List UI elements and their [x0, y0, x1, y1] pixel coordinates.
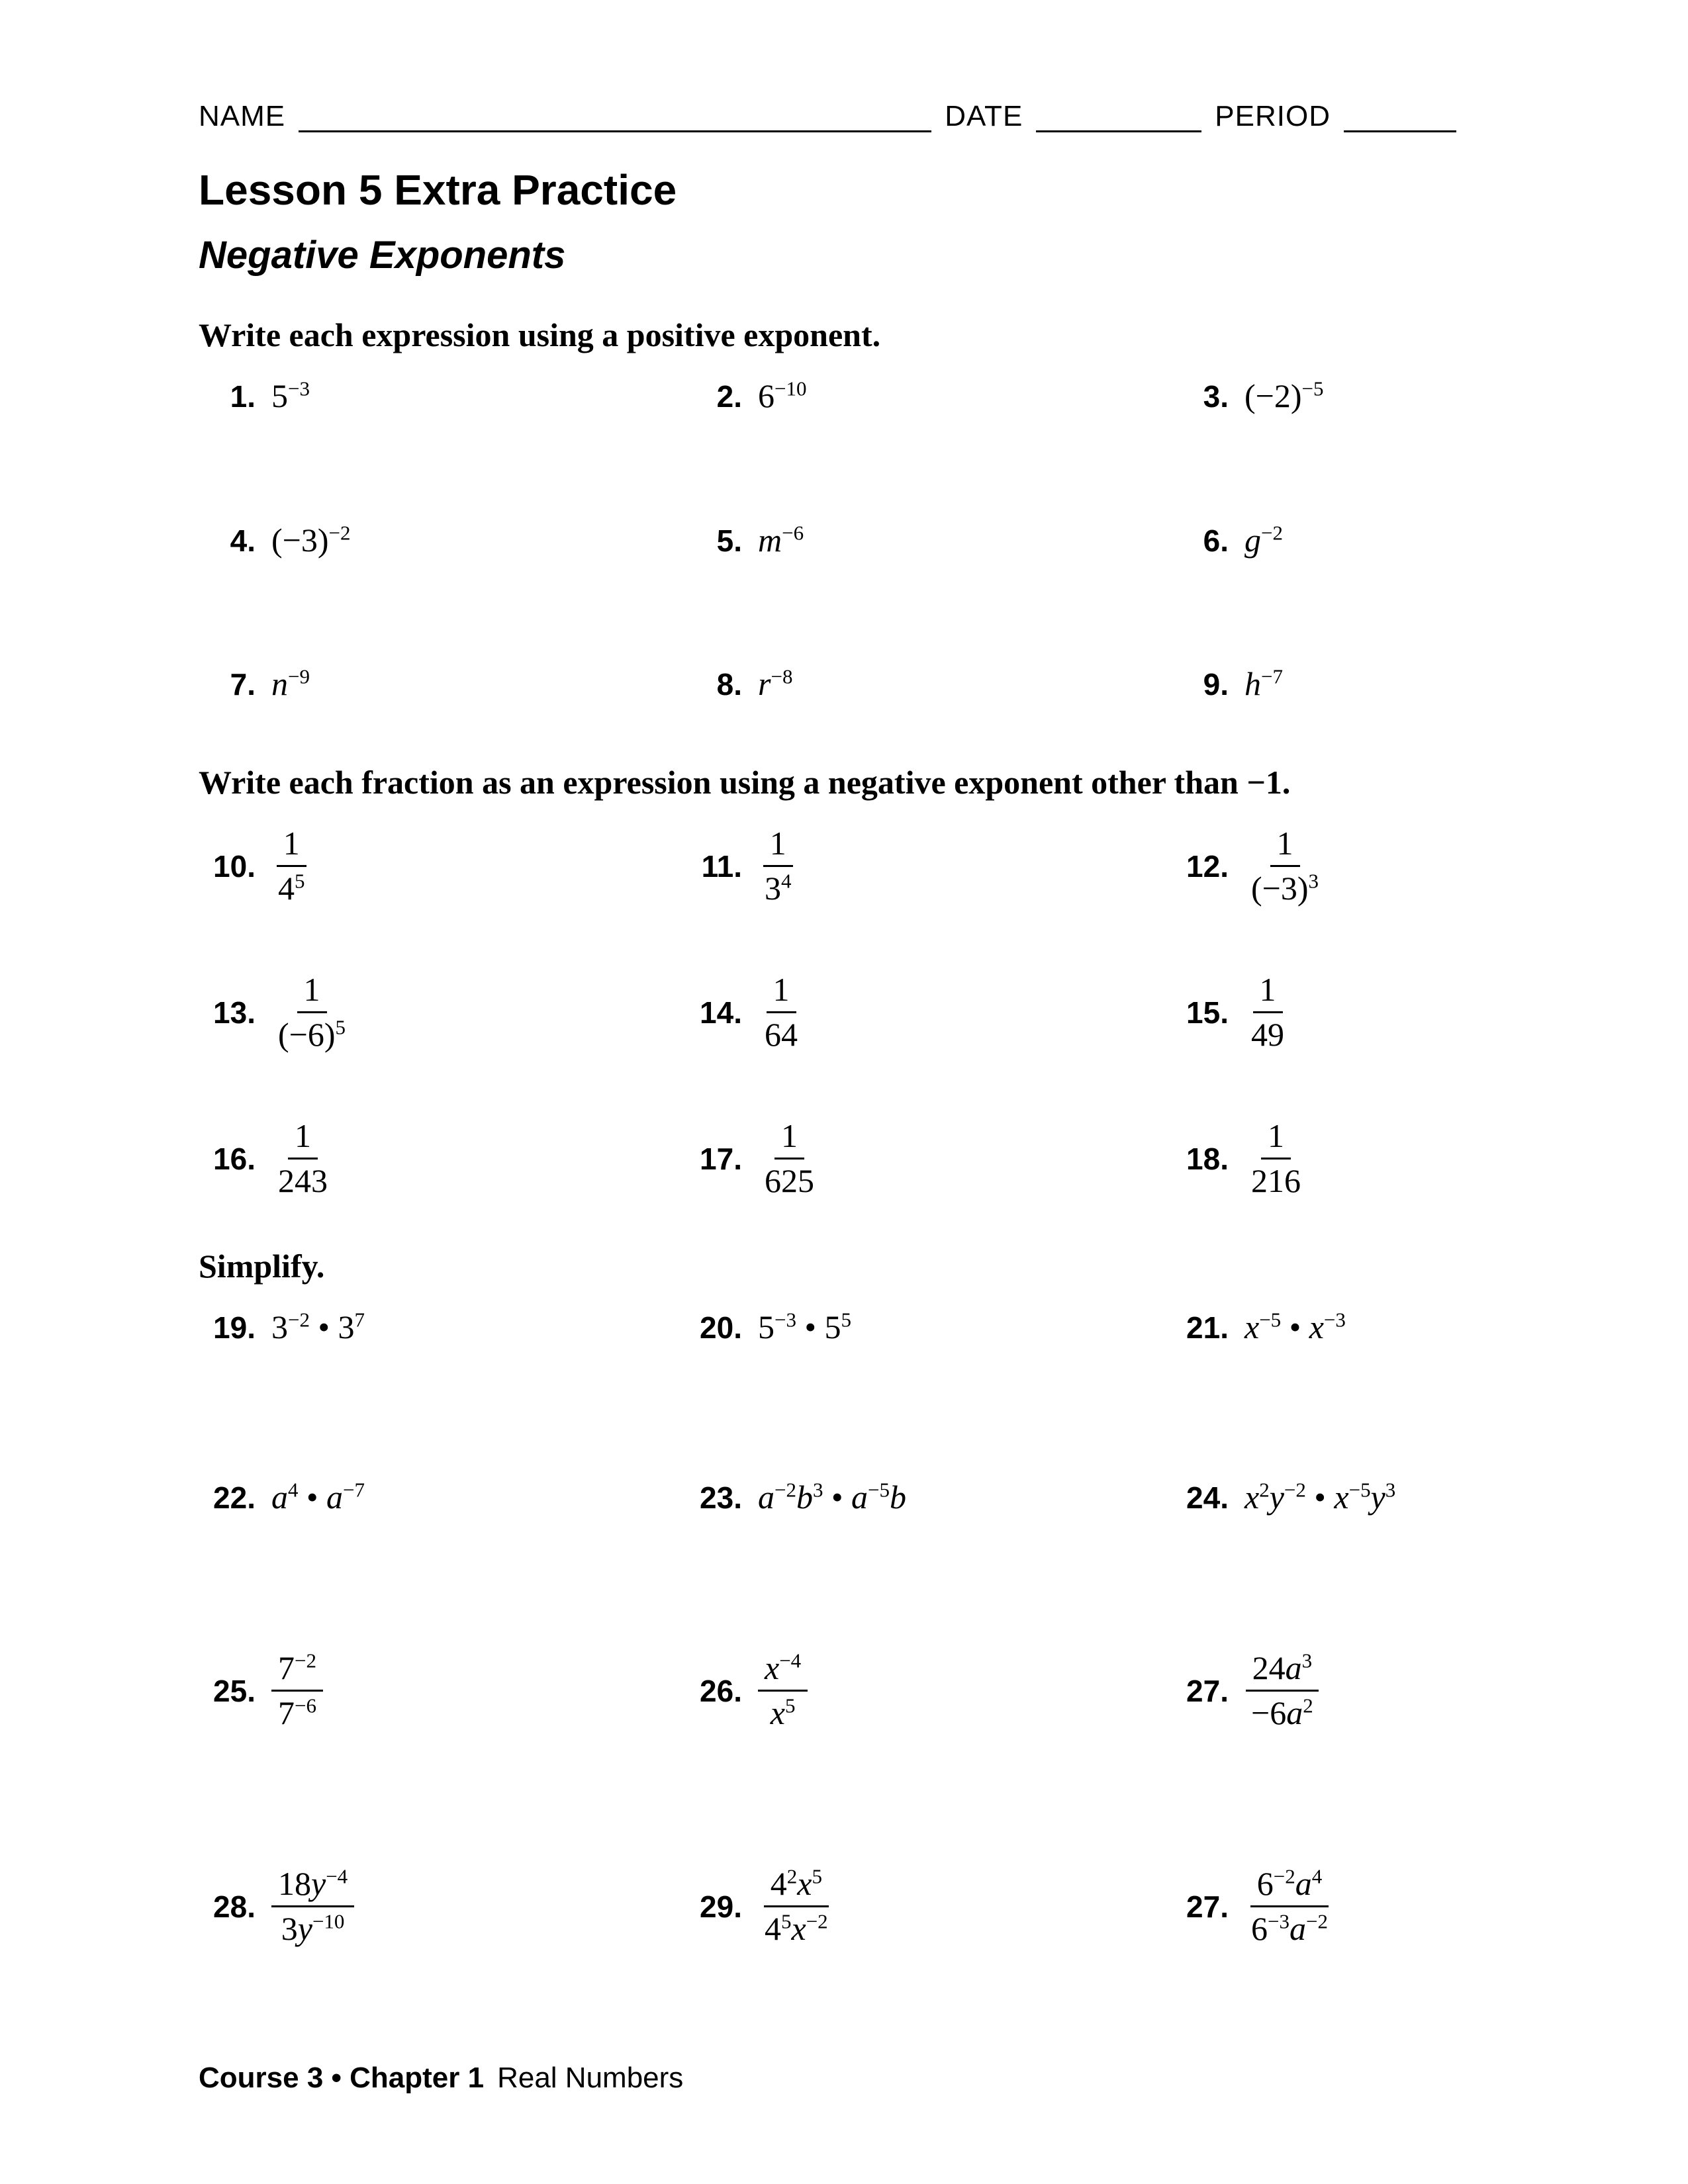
problem-expression: $\frac{7^{-2}}{7^{-6}}$ — [271, 1649, 323, 1733]
section-1 — [199, 316, 1456, 704]
problem-expression: $\frac{1}{64}$ — [765, 970, 798, 1053]
problem-10 — [199, 825, 685, 908]
problem-18 — [1172, 1117, 1456, 1201]
problem-24 — [1172, 1479, 1456, 1517]
problem-expression: $x^{-5}$ • $x^{-3}$ — [1244, 1307, 1346, 1345]
date-label: DATE — [945, 99, 1023, 132]
problem-sections — [199, 316, 1456, 1948]
problem-number: 8. — [716, 667, 742, 702]
problem-17 — [685, 1117, 1172, 1201]
problem-number: 3. — [1203, 379, 1229, 414]
header — [199, 99, 1456, 132]
problem-number: 19. — [213, 1310, 256, 1345]
problem-number: 14. — [700, 995, 742, 1030]
problem-25 — [199, 1649, 685, 1733]
problem-3 — [1172, 377, 1456, 416]
problem-number: 23. — [700, 1480, 742, 1515]
date-blank-line — [1036, 99, 1201, 132]
problem-number: 1. — [230, 379, 256, 414]
problem-number: 27. — [1186, 1673, 1229, 1708]
problem-7 — [199, 665, 685, 704]
problem-1 — [199, 377, 685, 416]
problem-number: 29. — [700, 1889, 742, 1924]
problem-11 — [685, 825, 1172, 908]
footer-topic: Real Numbers — [497, 2062, 684, 2094]
problem-22 — [199, 1479, 685, 1517]
problem-expression: $\frac{24a^3}{-6a^2}$ — [1244, 1649, 1320, 1733]
name-blank-line — [299, 99, 931, 132]
section-2 — [199, 763, 1456, 1201]
problem-expression: $\frac{1}{216}$ — [1251, 1116, 1301, 1199]
problem-12 — [1172, 825, 1456, 908]
problem-expression: $\frac{x^{-4}}{x^5}$ — [758, 1649, 808, 1733]
problem-expression: $x^2y^{-2}$ • $x^{-5}y^3$ — [1244, 1478, 1396, 1516]
section-instruction: Write each fraction as an expression using a negative exponent other than −1. — [199, 763, 1291, 801]
problem-number: 4. — [230, 523, 256, 558]
problem-number: 10. — [213, 848, 256, 884]
problem-14 — [685, 971, 1172, 1054]
page-title: Lesson 5 Extra Practice — [199, 166, 677, 214]
problem-number: 24. — [1186, 1480, 1229, 1515]
section-instruction: Simplify. — [199, 1247, 325, 1285]
problem-expression: $h^{-7}$ — [1244, 664, 1283, 702]
problem-number: 17. — [700, 1141, 742, 1176]
problem-number: 5. — [716, 523, 742, 558]
problem-grid — [199, 377, 1456, 704]
problem-expression: $\frac{6^{-2}a^4}{6^{-3}a^{-2}}$ — [1251, 1864, 1328, 1947]
page-subtitle: Negative Exponents — [199, 234, 566, 277]
name-label: NAME — [199, 99, 286, 132]
problem-expression: $a^{-2}b^3$ • $a^{-5}b$ — [758, 1478, 906, 1516]
problem-number: 16. — [213, 1141, 256, 1176]
problem-number: 6. — [1203, 523, 1229, 558]
problem-16 — [199, 1117, 685, 1201]
problem-expression: $6^{-10}$ — [758, 377, 807, 414]
problem-number: 21. — [1186, 1310, 1229, 1345]
problem-expression: $(-2)^{-5}$ — [1244, 377, 1324, 414]
problem-number: 20. — [700, 1310, 742, 1345]
problem-expression: $g^{-2}$ — [1244, 520, 1283, 559]
problem-9 — [1172, 665, 1456, 704]
problem-number: 11. — [701, 848, 742, 884]
problem-19 — [199, 1308, 685, 1347]
footer-course: Course 3 • Chapter 1 — [199, 2062, 485, 2094]
footer — [199, 2062, 683, 2095]
problem-expression: $\frac{4^2x^5}{4^5x^{-2}}$ — [765, 1864, 828, 1947]
problem-grid — [199, 1308, 1456, 1948]
problem-28 — [199, 1865, 685, 1948]
problem-number: 26. — [700, 1673, 742, 1708]
problem-number: 2. — [716, 379, 742, 414]
problem-expression: $r^{-8}$ — [758, 664, 793, 702]
problem-number: 22. — [213, 1480, 256, 1515]
problem-expression: $\frac{1}{3^4}$ — [758, 825, 798, 908]
problem-expression: $\frac{18y^{-4}}{3y^{-10}}$ — [271, 1865, 354, 1948]
problem-number: 7. — [230, 667, 256, 702]
problem-number: 27. — [1186, 1889, 1229, 1924]
period-blank-line — [1344, 99, 1456, 132]
problem-expression: $\frac{1}{4^5}$ — [271, 825, 312, 908]
problem-number: 13. — [213, 995, 256, 1030]
problem-expression: $n^{-9}$ — [271, 664, 310, 702]
problem-expression: $\frac{1}{49}$ — [1251, 970, 1284, 1053]
problem-21 — [1172, 1308, 1456, 1347]
problem-grid — [199, 825, 1456, 1201]
problem-number: 15. — [1186, 995, 1229, 1030]
problem-2 — [685, 377, 1172, 416]
problem-number: 9. — [1203, 667, 1229, 702]
problem-4 — [199, 522, 685, 560]
problem-expression: $5^{-3}$ — [271, 377, 310, 414]
problem-27 — [1172, 1865, 1456, 1948]
problem-23 — [685, 1479, 1172, 1517]
problem-8 — [685, 665, 1172, 704]
problem-13 — [199, 971, 685, 1054]
problem-5 — [685, 522, 1172, 560]
problem-29 — [685, 1865, 1172, 1948]
problem-expression: $a^4$ • $a^{-7}$ — [271, 1478, 365, 1516]
problem-expression: $m^{-6}$ — [758, 520, 804, 559]
problem-15 — [1172, 971, 1456, 1054]
period-label: PERIOD — [1215, 99, 1331, 132]
problem-expression: $(-3)^{-2}$ — [271, 520, 351, 559]
problem-number: 12. — [1186, 848, 1229, 884]
problem-expression: $\frac{1}{625}$ — [765, 1116, 814, 1199]
problem-number: 25. — [213, 1673, 256, 1708]
section-instruction: Write each expression using a positive exponent. — [199, 316, 881, 353]
problem-6 — [1172, 522, 1456, 560]
problem-expression: $5^{-3}$ • $5^5$ — [758, 1307, 851, 1345]
problem-expression: $3^{-2}$ • $3^7$ — [271, 1307, 365, 1345]
problem-number: 18. — [1186, 1141, 1229, 1176]
problem-expression: $\frac{1}{(-3)^3}$ — [1251, 824, 1319, 907]
problem-number: 28. — [213, 1889, 256, 1924]
problem-20 — [685, 1308, 1172, 1347]
problem-expression: $\frac{1}{243}$ — [278, 1116, 328, 1199]
problem-26 — [685, 1649, 1172, 1733]
section-3 — [199, 1247, 1456, 1948]
problem-27 — [1172, 1649, 1456, 1733]
problem-expression: $\frac{1}{(-6)^5}$ — [278, 970, 346, 1053]
